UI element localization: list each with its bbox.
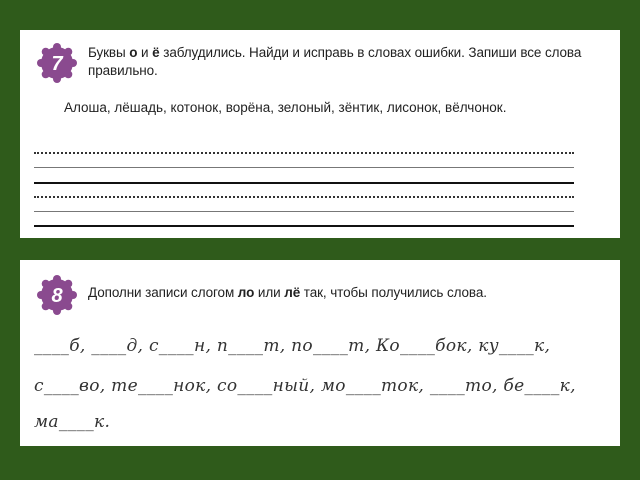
task-8-number: 8 [51,285,63,307]
writing-line-thin [34,211,574,212]
task-7-badge [36,42,78,84]
task-8-instruction: Дополни записи слогом ло или лё так, чтобы получились слова. [88,285,487,300]
handwriting-line-1: ____б, ____д, с____н, п____т, по____т, Ко____бок, ку____к, [34,336,551,356]
task-7-instruction: Буквы о и ё заблудились. Найди и исправь в словах ошибки. Запиши все слова правильно. [88,45,582,78]
task-8-badge [36,274,78,316]
writing-line-thin [34,167,574,168]
task-8-panel [20,260,620,446]
writing-line-dotted [34,152,574,154]
writing-line-base [34,182,574,184]
flower-badge-icon [36,42,78,84]
writing-line-base [34,225,574,227]
writing-line-dotted [34,196,574,198]
flower-badge-icon [36,274,78,316]
task-7-number: 7 [51,53,63,75]
task-7-words: Алоша, лёшадь, котонок, ворёна, зелоный, зёнтик, лисонок, вёлчонок. [64,100,507,115]
task-7-panel [20,30,620,238]
handwriting-line-3: ма____к. [34,412,111,432]
handwriting-line-2: с____во, те____нок, со____ный, мо____ток, ____то, бе____к, [34,376,576,396]
